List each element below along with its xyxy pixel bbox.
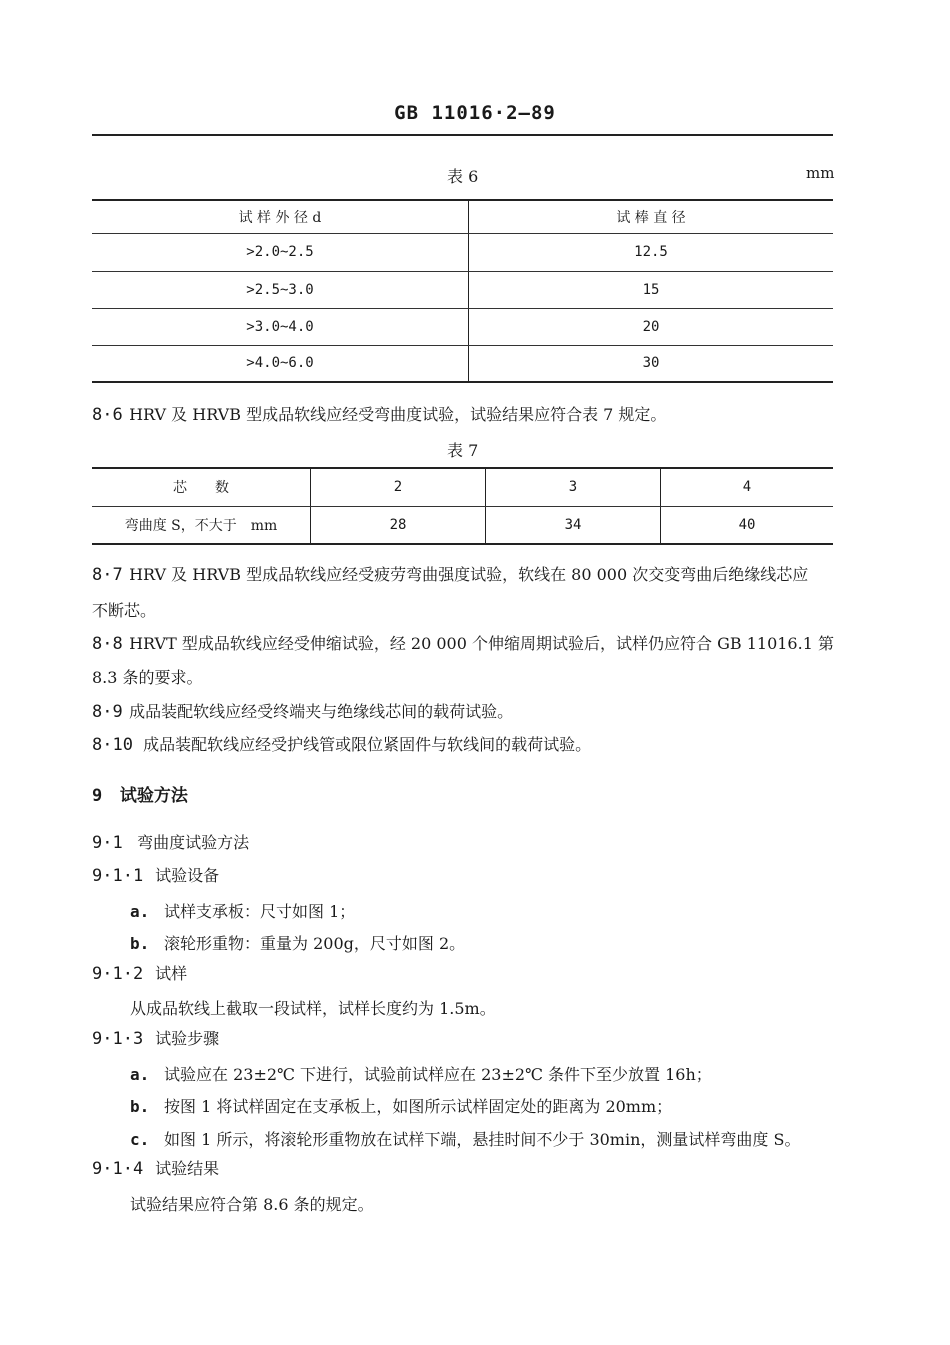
clause-text: HRV 及 HRVB 型成品软线应经受弯曲度试验，试验结果应符合表 7 规定。 (129, 405, 667, 424)
header-rule (92, 134, 833, 136)
table6-header-rod: 试 棒 直 径 (469, 200, 834, 233)
clause-9-1-4 (92, 1159, 837, 1179)
clause-number: 9·1·3 (92, 1029, 144, 1049)
clause-title: 试验结果 (155, 1159, 220, 1178)
clause-8-8 (92, 634, 837, 654)
item-label: b. (130, 934, 150, 953)
clause-title: 试验步骤 (155, 1029, 220, 1048)
clause-9-1-4-text: 试验结果应符合第 8.6 条的规定。 (130, 1195, 374, 1214)
table-row (92, 308, 833, 345)
clause-9-1-1 (92, 866, 837, 886)
clause-8-7 (92, 565, 837, 585)
table7-header-bend: 弯曲度 S，不大于 mm (92, 506, 311, 544)
clause-text: 成品装配软线应经受护线管或限位紧固件与软线间的载荷试验。 (143, 735, 592, 754)
table6-cell: 12.5 (469, 233, 834, 271)
clause-number: 9·1·1 (92, 866, 144, 886)
document-code: GB 11016·2—89 (394, 102, 556, 124)
table-row (92, 468, 833, 506)
table6 (92, 199, 833, 383)
table7 (92, 467, 833, 545)
clause-number: 9·1·4 (92, 1159, 144, 1179)
clause-9-1-2 (92, 964, 837, 984)
table7-cell: 3 (486, 468, 661, 506)
table7-header-cores: 芯 数 (92, 468, 311, 506)
clause-number: 8·8 (92, 634, 123, 654)
table7-cell: 2 (311, 468, 486, 506)
table7-cell: 28 (311, 506, 486, 544)
section-9-heading (92, 786, 837, 806)
table-row (92, 233, 833, 271)
table6-cell: 30 (469, 345, 834, 382)
clause-8-9 (92, 702, 837, 722)
list-item (130, 931, 465, 954)
clause-title: 试验设备 (155, 866, 220, 885)
clause-number: 8·6 (92, 405, 123, 425)
item-text: 如图 1 所示，将滚轮形重物放在试样下端，悬挂时间不少于 30min，测量试样弯曲度 S。 (164, 1130, 801, 1149)
clause-8-7-cont: 不断芯。 (92, 601, 157, 620)
table6-unit: mm (806, 164, 835, 182)
table7-cell: 40 (661, 506, 834, 544)
table6-caption: 表 6 (447, 167, 479, 186)
clause-number: 8·10 (92, 735, 133, 755)
clause-8-8-cont: 8.3 条的要求。 (92, 668, 203, 687)
item-text: 按图 1 将试样固定在支承板上，如图所示试样固定处的距离为 20mm； (164, 1097, 673, 1116)
item-label: b. (130, 1097, 150, 1116)
section-title: 试验方法 (119, 786, 188, 806)
list-item (130, 1127, 800, 1150)
clause-9-1 (92, 833, 837, 853)
clause-9-1-2-text: 从成品软线上截取一段试样，试样长度约为 1.5m。 (130, 999, 496, 1018)
table-row (92, 271, 833, 308)
clause-text: HRVT 型成品软线应经受伸缩试验，经 20 000 个伸缩周期试验后，试样仍应符合 GB 11016.1 第 (129, 634, 834, 653)
table7-cell: 34 (486, 506, 661, 544)
clause-8-10 (92, 735, 837, 755)
table-row (92, 345, 833, 382)
list-item (130, 1062, 712, 1085)
clause-text: HRV 及 HRVB 型成品软线应经受疲劳弯曲强度试验，软线在 80 000 次交变弯曲后绝缘线芯应 (129, 565, 809, 584)
item-text: 试验应在 23±2℃ 下进行，试验前试样应在 23±2℃ 条件下至少放置 16h； (164, 1065, 712, 1084)
table6-cell: >3.0~4.0 (92, 308, 469, 345)
table6-cell: 15 (469, 271, 834, 308)
clause-8-6 (92, 405, 837, 425)
list-item (130, 899, 355, 922)
clause-9-1-3 (92, 1029, 837, 1049)
clause-title: 弯曲度试验方法 (137, 833, 250, 852)
table6-cell: >2.0~2.5 (92, 233, 469, 271)
item-label: a. (130, 902, 150, 921)
clause-title: 试样 (155, 964, 188, 983)
table7-cell: 4 (661, 468, 834, 506)
table6-cell: >2.5~3.0 (92, 271, 469, 308)
clause-number: 8·9 (92, 702, 123, 722)
clause-number: 9·1·2 (92, 964, 144, 984)
table6-cell: >4.0~6.0 (92, 345, 469, 382)
clause-text: 成品装配软线应经受终端夹与绝缘线芯间的载荷试验。 (129, 702, 514, 721)
item-label: c. (130, 1130, 150, 1149)
item-label: a. (130, 1065, 150, 1084)
item-text: 试样支承板：尺寸如图 1； (164, 902, 356, 921)
list-item (130, 1094, 672, 1117)
section-number: 9 (92, 786, 103, 806)
table7-caption: 表 7 (447, 441, 479, 460)
table-row (92, 506, 833, 544)
clause-number: 8·7 (92, 565, 123, 585)
clause-number: 9·1 (92, 833, 123, 853)
table6-cell: 20 (469, 308, 834, 345)
table6-header-diameter: 试 样 外 径 d (92, 200, 469, 233)
item-text: 滚轮形重物：重量为 200g，尺寸如图 2。 (164, 934, 466, 953)
